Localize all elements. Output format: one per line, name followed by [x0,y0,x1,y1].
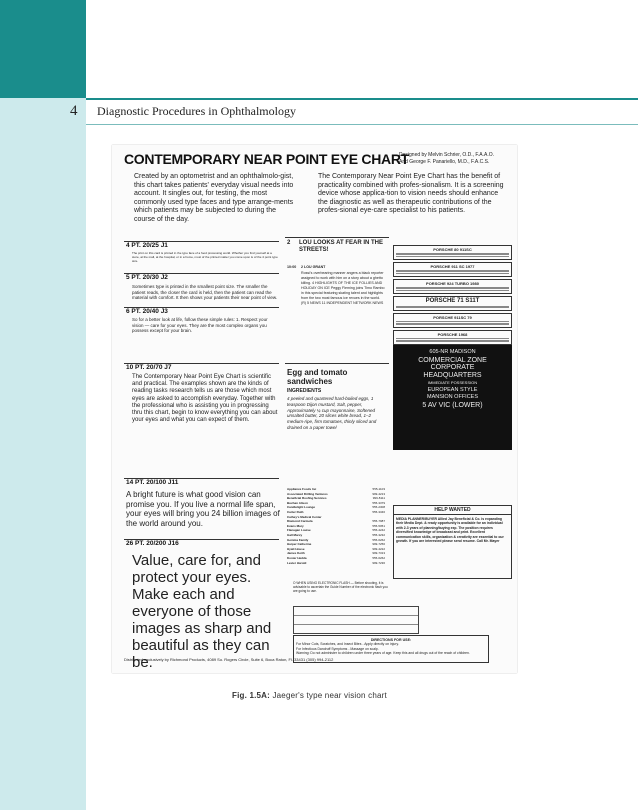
ad-box [393,279,512,294]
directions-line-3: Warning: Do not administer to children under three years of age. Keep this and all drugs out of the reach of children. [296,651,470,656]
ad-title: PORSCHE 71 S11T [425,298,480,304]
phone-row [287,561,385,566]
phone-name: Gall Marcy [287,532,303,537]
intro-left: Created by an optometrist and an ophthalmolo-gist, this chart takes patients' everyday visual needs into account. It singles out, for testing, the most commonly used type faces and type arrange-ments which patients may be subjected to during the course of the day. [134,173,294,223]
section-text-4pt: The print on this card is printed in the type face of a food processing world. Whether you find yourself at a store, at the mall, at the hospital, or in a home, most of the printed matter you come upon is of the 4 point type size. [132,251,278,263]
figure-caption [232,691,387,700]
ad-box [393,245,512,260]
phone-name: Associated Drilling Ventures [287,491,328,496]
section-label-4pt: 4 PT. 20/25 J1 [126,242,168,249]
phone-name: Carter Ruth [287,509,304,514]
exposure-table [293,606,419,634]
intro-right: The Contemporary Near Point Eye Chart has the benefit of practicality combined with profes-sionalism. It is a screening device whose applica-tion to vision needs should enhance the diagnostic as well as therapeutic contributions of the profes-sional eye-care specialist to his patients. [318,173,504,214]
section-label-10pt: 10 PT. 20/70 J7 [126,364,172,371]
section-label-6pt: 6 PT. 20/40 J3 [126,308,168,315]
ad-title: PORSCHE 924 TURBO 1980 [426,281,479,286]
phone-name: Candlelight Lounge [287,505,315,510]
ad-line: COMMERCIAL ZONE [418,356,487,364]
real-estate-ad [393,345,512,450]
phone-number: 999-8111 [372,496,385,501]
recipe-title: Egg and tomato sandwiches [287,368,348,386]
ad-box [393,313,512,328]
phone-number: 555-5051 [372,523,385,528]
sidebar-top-accent [0,0,86,98]
phone-number: 555-6262 [372,555,385,560]
ad-line: IMMEDIATE POSSESSION [427,380,478,385]
phone-number: 999-7236 [372,560,385,565]
help-wanted-title: HELP WANTED [394,506,511,515]
chart-title: CONTEMPORARY NEAR POINT EYE CHART [124,151,409,167]
phone-number: 555-6262 [372,537,385,542]
phone-number: 999-7256 [372,542,385,547]
sidebar-margin [0,98,86,810]
news-show: 2 LOU GRANT [301,265,326,269]
ad-box [393,262,512,277]
help-wanted-body: MEDIA PLANNER/BUYER Allied Jay Beneficial & Co. is expanding their Media Dept. & ready opportunity is available for an individual with 2-3 years of planning/buying exp. The position requires diversified knowledge of broadcast and print. Excellent communication skills, organization & creativity are essential to our growth. If you are interested please send resume. Call Mr. Mayer [396,517,504,544]
chart-designers [399,152,514,165]
ad-title: PORSCHE 1968 [437,331,468,337]
phone-name: Cathey's Medical Center [287,514,322,519]
phone-number: 555-3379 [372,500,385,505]
phone-number: 999-4222 [372,546,385,551]
phone-number: 555-3346 [372,509,385,514]
phone-name: Koster Hedda [287,555,307,560]
chart-footer: Distributed exclusively by Richmond Products, 4089 So. Rogers Circle, Suite 6, Boca Raton, Fl. 33431 (305) 994-2112 [124,657,334,662]
phone-name: Appliance Foods Inc [287,487,317,491]
phone-number: 999-4213 [372,491,385,496]
ad-line: MANSION OFFICES [426,394,479,400]
recipe-body: 4 peeled and quartered hard-boiled eggs, 1 teaspoon Dijon mustard, Salt, pepper, Approximately ¼ cup mayonnaise, Softened unsalted butter, 20 slices white bread, 1–2 medium-ripe, firm tomatoes, thinly sliced and drained on a paper towel [287,396,377,430]
ad-line: HEADQUARTERS [423,371,482,379]
phone-number: 555-2308 [372,505,385,510]
phone-name: Flanagan Louise [287,528,311,533]
page-number: 4 [70,103,78,119]
section-text-5pt: Sometimes type is printed in the smallest point size. The smaller the patient reads, the closer the card is held, then the patient can read the material with comfort. It then shows your patients their near point of view. [132,284,278,300]
ad-title: PORSCHE 911SC 79 [433,314,472,320]
phone-number: 555-7987 [372,519,385,524]
ad-line: 605-NR MADISON [429,349,476,355]
phone-name: Diamond Carmela [287,519,313,524]
phone-name: Gemma Family [287,537,309,542]
section-label-26pt: 26 PT. 20/200 J16 [126,540,179,547]
news-body: Rossi's overbearing manner angers a black reporter assigned to work with him on a story about a ghetto killing. 4 HIGHLIGHTS OF THE ICE FOLLIES AND HOLIDAY ON ICE Peggy Fleming joins Timo Rambo in this special featuring skating talent and highlights from the two most famous ice revues in the world. (R) 5 NEWS 11 INDEPENDENT NETWORK NEWS [301,271,385,305]
ad-line: CORPORATE [430,364,475,371]
phone-name: Buchan Alison [287,500,308,505]
ad-title: PORSCHE 80 911SC [433,247,472,252]
news-time: 10:00 [287,265,297,269]
news-channel-number: 2 [287,240,291,246]
news-rule [285,237,389,238]
phone-directory [287,487,385,565]
header-underline [86,124,638,125]
eye-chart-figure [112,145,517,673]
flash-instructions: O WHEN USING ELECTRONIC FLASH — Before shooting, it is advisable to ascertain the Guide Number of the electronic flash you are going to use. [293,581,388,594]
phone-number: 555-3232 [372,532,385,537]
news-headline: LOU LOOKS AT FEAR IN THE STREETS! [299,240,383,253]
recipe-subtitle: INGREDIENTS [287,388,322,394]
designer-line-2: And George F. Panariello, M.D., F.A.C.S. [399,158,490,165]
caption-label: Fig. 1.5A: [232,691,271,700]
directions-line-2: For Infectious Dandruff Symptoms - Massage on scalp. [296,646,379,651]
phone-name: Hyatt House [287,546,305,551]
header-rule [86,98,638,100]
phone-name: Lester Harold [287,560,307,565]
phone-number: 999-7313 [372,551,385,556]
car-ads [393,245,512,347]
section-text-10pt: The Contemporary Near Point Eye Chart is scientific and practical. The examples shown are the kinds of reading tasks research tells us are those which most eyes are asked to accomplish everyday. Together with the professional who is assisting you in progressing thru this chart, begin to know everything you can about your eyes and what you can expect of them. [132,374,278,424]
section-label-5pt: 5 PT. 20/30 J2 [126,274,168,281]
directions-line-1: For Minor Cuts, Scratches, and Insect Bites - Apply directly on injury. [296,642,399,647]
caption-text: Jaeger's type near vision chart [272,691,387,700]
section-text-6pt: So for a better look at life, follow these simple rules: 1. Respect your vision — care for your eyes. They are the most complex organs you possess except for your brain. [132,317,268,333]
directions-title: DIRECTIONS FOR USE: [370,638,412,642]
section-text-26pt: Value, care for, and protect your eyes. Make each and everyone of those images as sharp and beautiful as they can be. [132,552,272,671]
phone-name: Beneficial Roofing Services [287,496,327,501]
recipe-rule [285,363,389,364]
ad-box [393,330,512,345]
phone-name: Harper Catherine [287,542,312,547]
phone-number: 555-1103 [372,487,385,491]
phone-name: Evans Mary [287,523,304,528]
section-text-14pt: A bright future is what good vision can promise you. If you live a normal life span, your eyes will bring you 24 billion images of the world around you. [126,490,280,528]
designer-line-1: Designed by Melvin Schrier, O.D., F.A.A.O. [399,152,495,158]
help-wanted-ad [393,505,512,579]
ad-line: EUROPEAN STYLE [427,386,478,393]
ad-box [393,296,512,311]
section-label-14pt: 14 PT. 20/100 J11 [126,479,179,486]
phone-number: 555-4242 [372,528,385,533]
phone-name: James Keith [287,551,305,556]
ad-line: 5 AV VIC (LOWER) [422,401,483,409]
running-title: Diagnostic Procedures in Ophthalmology [97,104,296,118]
ad-title: PORSCHE 911 SC 1977 [430,264,475,269]
